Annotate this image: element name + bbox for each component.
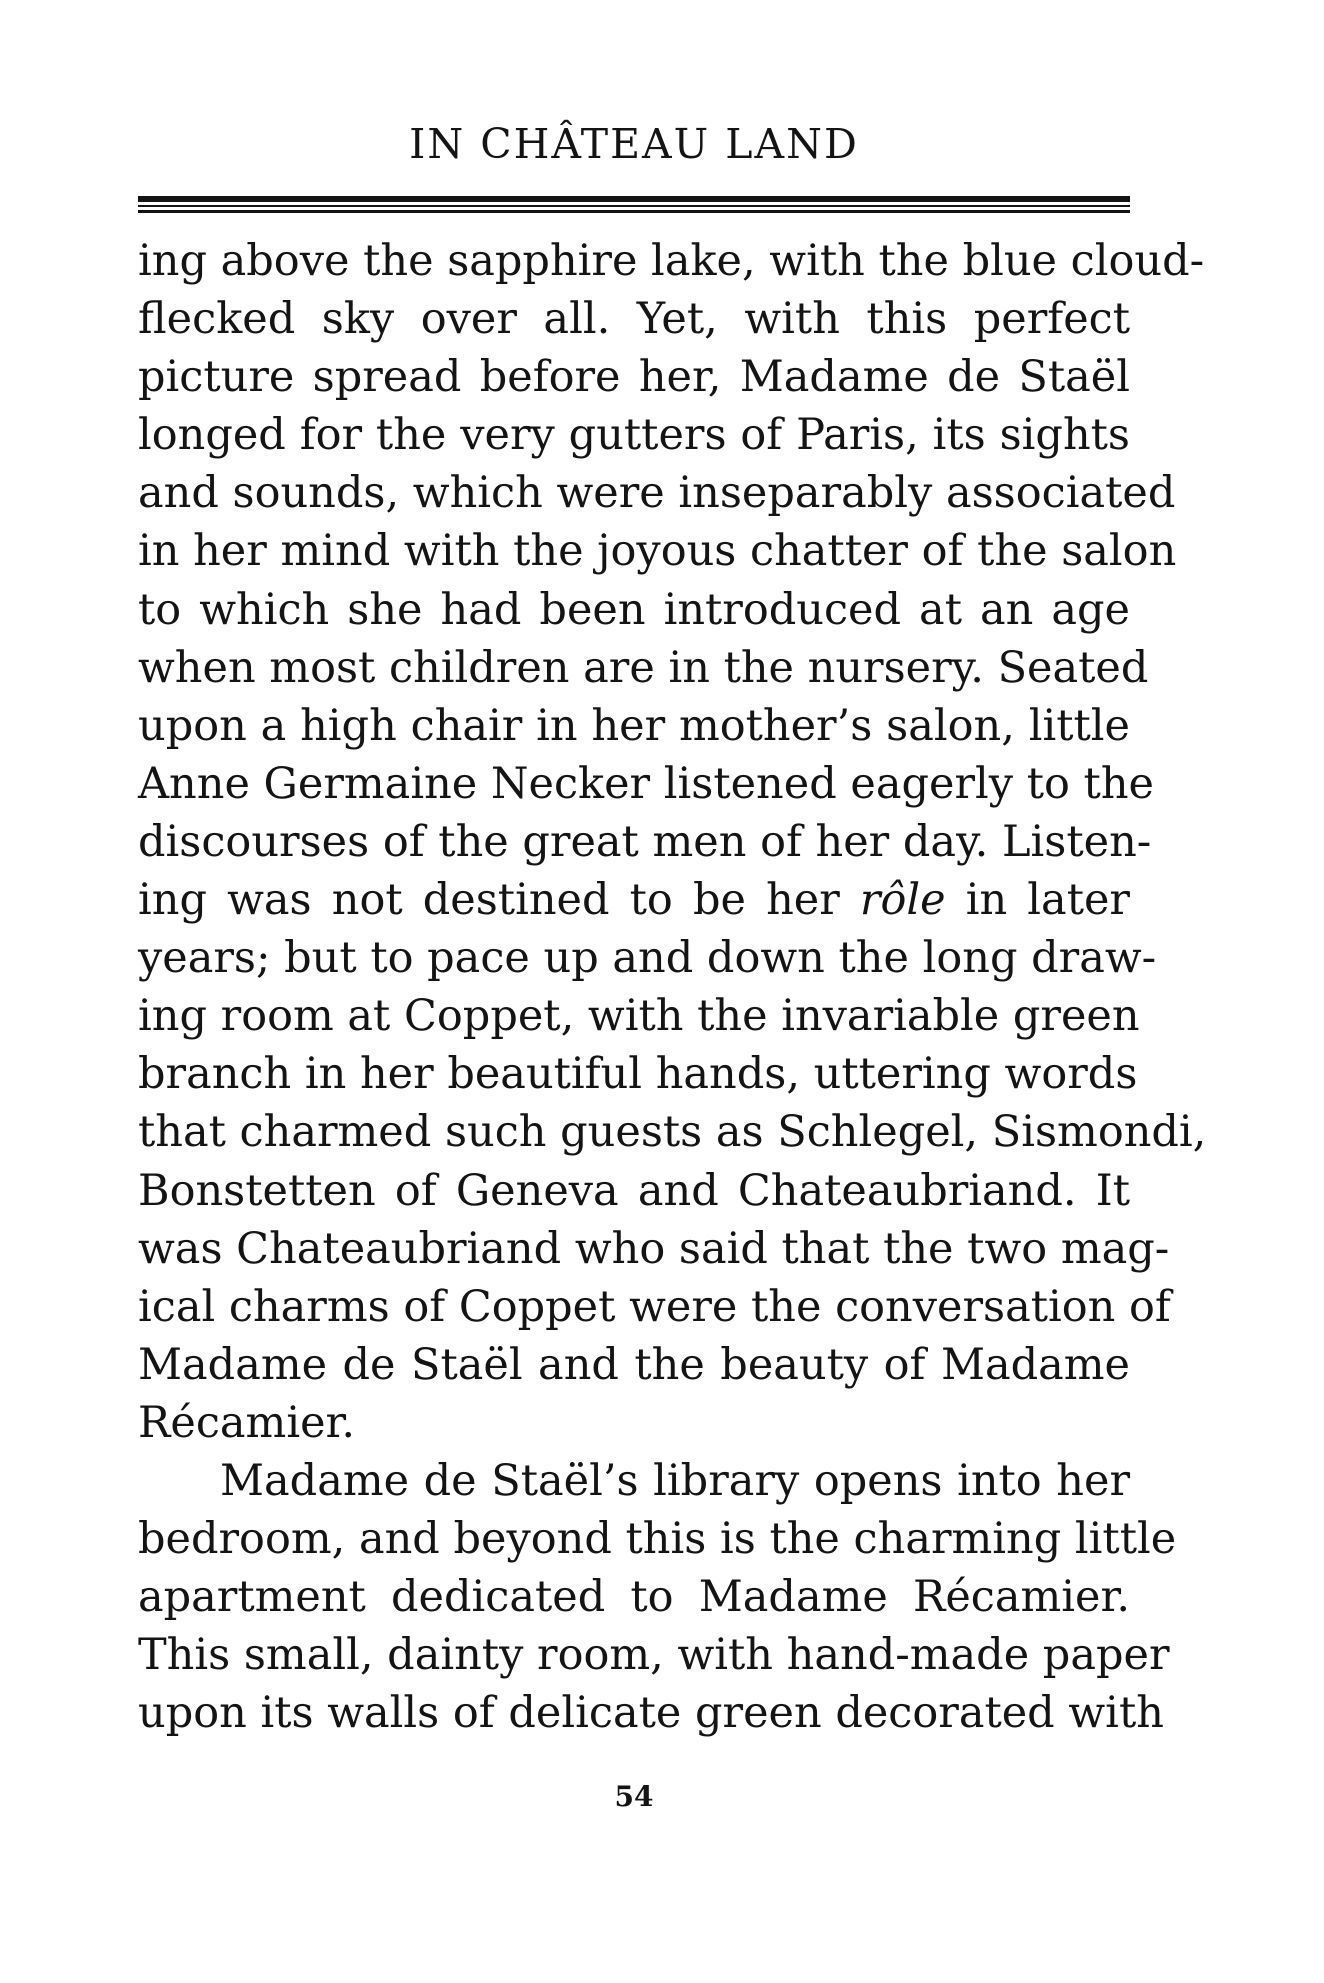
text-line: flecked sky over all. Yet, with this perfect <box>138 294 1130 345</box>
text-line: when most children are in the nursery. Seated <box>138 642 1149 693</box>
text-line: ing room at Coppet, with the invariable green <box>138 991 1140 1042</box>
text-line-with-italic <box>138 871 1130 929</box>
page-number: 54 <box>614 1780 654 1813</box>
text-run: ing was not destined to be her <box>138 875 860 926</box>
body-text <box>138 232 1207 1742</box>
header-rule-lower <box>138 210 1130 213</box>
text-line: upon its walls of delicate green decorated with <box>138 1688 1164 1739</box>
text-line: branch in her beautiful hands, uttering words <box>138 1049 1138 1100</box>
text-line: Madame de Staël’s library opens into her <box>220 1455 1130 1506</box>
text-line: Anne Germaine Necker listened eagerly to the <box>138 758 1154 809</box>
paragraph-1 <box>138 232 1207 1452</box>
text-line: discourses of the great men of her day. Listen- <box>138 816 1152 867</box>
text-line: longed for the very gutters of Paris, its sights <box>138 410 1130 461</box>
text-line: bedroom, and beyond this is the charming little <box>138 1514 1177 1565</box>
text-line: picture spread before her, Madame de Staël <box>138 352 1130 403</box>
header-rule-thin <box>138 205 1130 207</box>
header-rule-thick <box>138 196 1130 202</box>
text-line: that charmed such guests as Schlegel, Sismondi, <box>138 1107 1207 1158</box>
italic-word: rôle <box>859 875 946 926</box>
text-line: was Chateaubriand who said that the two mag- <box>138 1223 1170 1274</box>
running-head: IN CHÂTEAU LAND <box>409 120 859 168</box>
text-line: This small, dainty room, with hand-made paper <box>138 1630 1170 1681</box>
text-line: to which she had been introduced at an age <box>138 584 1130 635</box>
text-line: years; but to pace up and down the long draw- <box>138 933 1157 984</box>
text-line: Récamier. <box>138 1397 356 1448</box>
text-line: upon a high chair in her mother’s salon, little <box>138 700 1130 751</box>
text-line: in her mind with the joyous chatter of the salon <box>138 526 1177 577</box>
text-line: apartment dedicated to Madame Récamier. <box>138 1572 1130 1623</box>
paragraph-2 <box>138 1452 1177 1742</box>
text-line: ical charms of Coppet were the conversation of <box>138 1281 1171 1332</box>
text-line: and sounds, which were inseparably associated <box>138 468 1176 519</box>
text-run: in later <box>945 875 1130 926</box>
text-line: ing above the sapphire lake, with the blue cloud- <box>138 236 1205 286</box>
text-line: Madame de Staël and the beauty of Madame <box>138 1339 1130 1390</box>
text-line: Bonstetten of Geneva and Chateaubriand. It <box>138 1165 1130 1216</box>
